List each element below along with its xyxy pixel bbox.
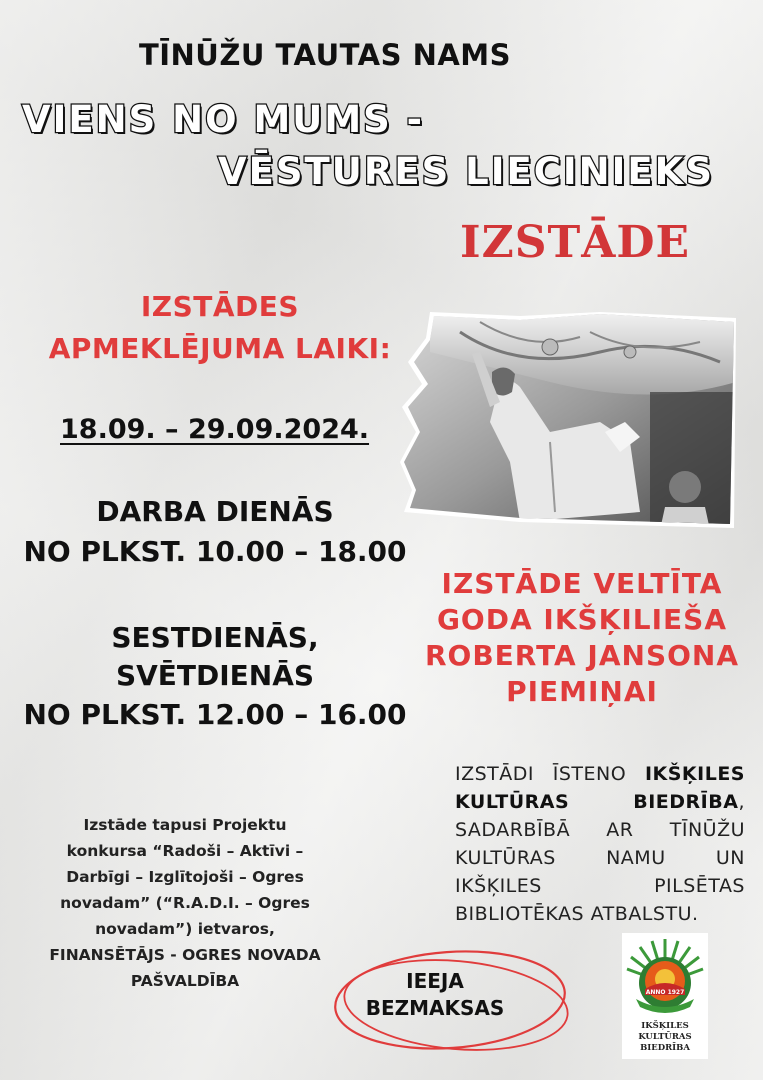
logo-text	[622, 1021, 708, 1054]
free-entry-badge	[350, 968, 520, 1022]
logo-line1: IKŠĶILES	[641, 1021, 689, 1031]
project-line3: Darbīgi – Izglītojoši – Ogres	[66, 868, 304, 886]
project-line6: FINANSĒTĀJS - OGRES NOVADA	[49, 946, 321, 964]
ikskile-culture-society-logo	[622, 933, 708, 1059]
project-line5: novadam”) ietvaros,	[95, 920, 275, 938]
dedication-line3: ROBERTA JANSONA	[424, 639, 740, 672]
visit-times-heading-line2: APMEKLĒJUMA LAIKI:	[48, 332, 392, 365]
project-line4: novadam” (“R.A.D.I. – Ogres	[60, 894, 310, 912]
weekday-label: DARBA DIENĀS	[96, 495, 334, 528]
dedication-line2: GODA IKŠĶILIEŠA	[436, 603, 728, 636]
organizer-suffix: , SADARBĪBĀ AR TĪNŪŽU KULTŪRAS NAMU UN IKŠĶILES PILSĒTAS BIBLIOTĒKAS ATBALSTU.	[455, 791, 745, 925]
dedication-line4: PIEMIŅAI	[506, 675, 658, 708]
historical-photo	[400, 312, 736, 530]
exhibition-stamp: IZSTĀDE	[460, 217, 691, 268]
weekend-hours: NO PLKST. 12.00 – 16.00	[23, 698, 407, 731]
entry-line1: IEEJA	[406, 969, 464, 993]
weekday-hours: NO PLKST. 10.00 – 18.00	[23, 535, 407, 568]
organizer-text	[455, 760, 745, 928]
weekend-label-line2: SVĒTDIENĀS	[115, 659, 315, 692]
project-line1: Izstāde tapusi Projektu	[83, 816, 287, 834]
visit-times-heading-line1: IZSTĀDES	[140, 290, 300, 323]
exhibition-dates: 18.09. – 29.09.2024.	[60, 414, 370, 445]
entry-line2: BEZMAKSAS	[365, 996, 505, 1020]
exhibition-title-line2: VĒSTURES LIECINIEKS	[218, 150, 715, 193]
logo-emblem	[622, 933, 708, 1021]
project-funding-text	[30, 812, 340, 994]
organization-title: TĪNŪŽU TAUTAS NAMS	[138, 38, 512, 72]
logo-line2: KULTŪRAS	[638, 1032, 692, 1042]
dedication-line1: IZSTĀDE VELTĪTA	[441, 567, 723, 600]
project-line7: PAŠVALDĪBA	[130, 972, 240, 990]
organizer-name: IKŠĶILES KULTŪRAS BIEDRĪBA	[455, 763, 745, 813]
organizer-prefix: IZSTĀDI ĪSTENO	[455, 763, 627, 785]
weekend-label-line1: SESTDIENĀS,	[111, 621, 319, 654]
logo-badge-text: ANNO 1927	[645, 989, 685, 996]
dedication	[412, 566, 752, 710]
exhibition-title-line1: VIENS NO MUMS -	[22, 98, 425, 141]
project-line2: konkursa “Radoši – Aktīvi –	[66, 842, 304, 860]
logo-line3: BIEDRĪBA	[640, 1043, 690, 1053]
